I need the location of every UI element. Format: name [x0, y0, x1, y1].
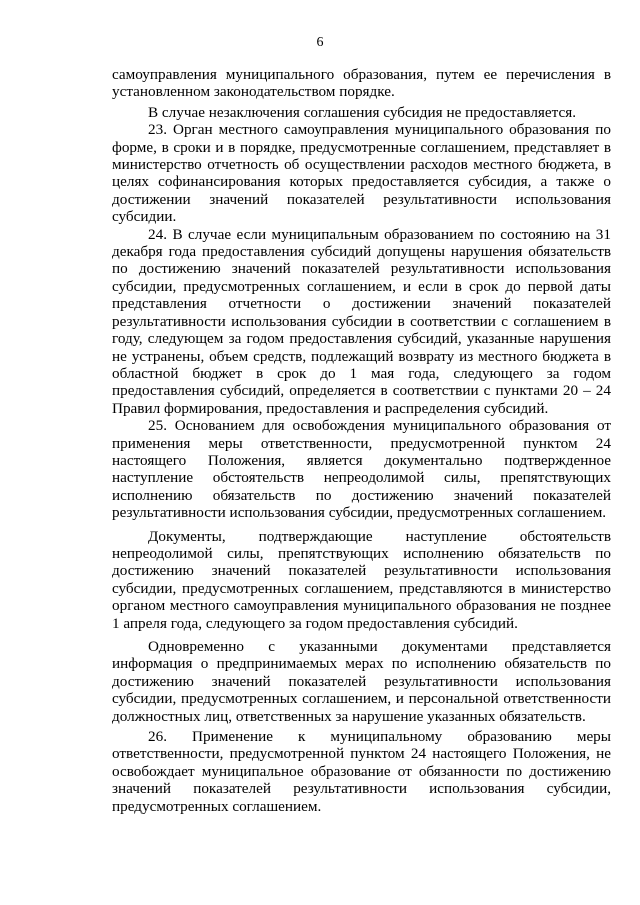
paragraph-documents: Документы, подтверждающие наступление обстоятельств непреодолимой силы, препятствующих исполнению обязательств по достижению значений показателей результативности использования субсидии, предусмотренных соглашением, представляются в министерство органом местного самоуправления муниципального образования не позднее 1 апреля года, следующего за годом предоставления субсидий. [112, 527, 611, 632]
paragraph-item-23: 23. Орган местного самоуправления муниципального образования по форме, в сроки и в порядке, предусмотренные соглашением, представляет в министерство отчетность об осуществлении расходов местного бюджета, в целях софинансирования которых предоставляется субсидия, а также о достижении значений показателей результативности использования субсидии. [112, 121, 611, 226]
paragraph-continuation: самоуправления муниципального образования, путем ее перечисления в установленном законодательством порядке. [112, 66, 611, 101]
paragraph-no-agreement: В случае незаключения соглашения субсидия не предоставляется. [148, 103, 577, 121]
paragraph-item-25: 25. Основанием для освобождения муниципального образования от применения меры ответственности, предусмотренной пунктом 24 настоящего Положения, является документально подтвержденное наступление обстоятельств непреодолимой силы, препятствующих исполнению обязательств по достижению значений показателей результативности использования субсидии, предусмотренных соглашением. [112, 417, 611, 522]
paragraph-simultaneously: Одновременно с указанными документами представляется информация о предпринимаемых мерах по исполнению обязательств по достижению значений показателей результативности использования субсидии, предусмотренных соглашением, и персональной ответственности должностных лиц, ответственных за нарушение указанных обязательств. [112, 638, 611, 725]
page-number: 6 [316, 35, 324, 50]
paragraph-item-24: 24. В случае если муниципальным образованием по состоянию на 31 декабря года предоставления субсидий допущены нарушения обязательств по достижению значений показателей результативности использования субсидии, предусмотренных соглашением, и если в срок до первой даты представления отчетности о достижении значений показателей результативности использования субсидии в соответствии с соглашением в году, следующем за годом предоставления субсидий, указанные нарушения не устранены, объем средств, подлежащий возврату из местного бюджета в областной бюджет в срок до 1 мая года, следующего за годом предоставления субсидий, определяется в соответствии с пунктами 20 – 24 Правил формирования, предоставления и распределения субсидий. [112, 225, 611, 417]
paragraph-item-26: 26. Применение к муниципальному образованию меры ответственности, предусмотренной пунктом 24 настоящего Положения, не освобождает муниципальное образование от обязанности по достижению значений показателей результативности использования субсидии, предусмотренных соглашением. [112, 728, 611, 815]
document-body [112, 66, 611, 815]
